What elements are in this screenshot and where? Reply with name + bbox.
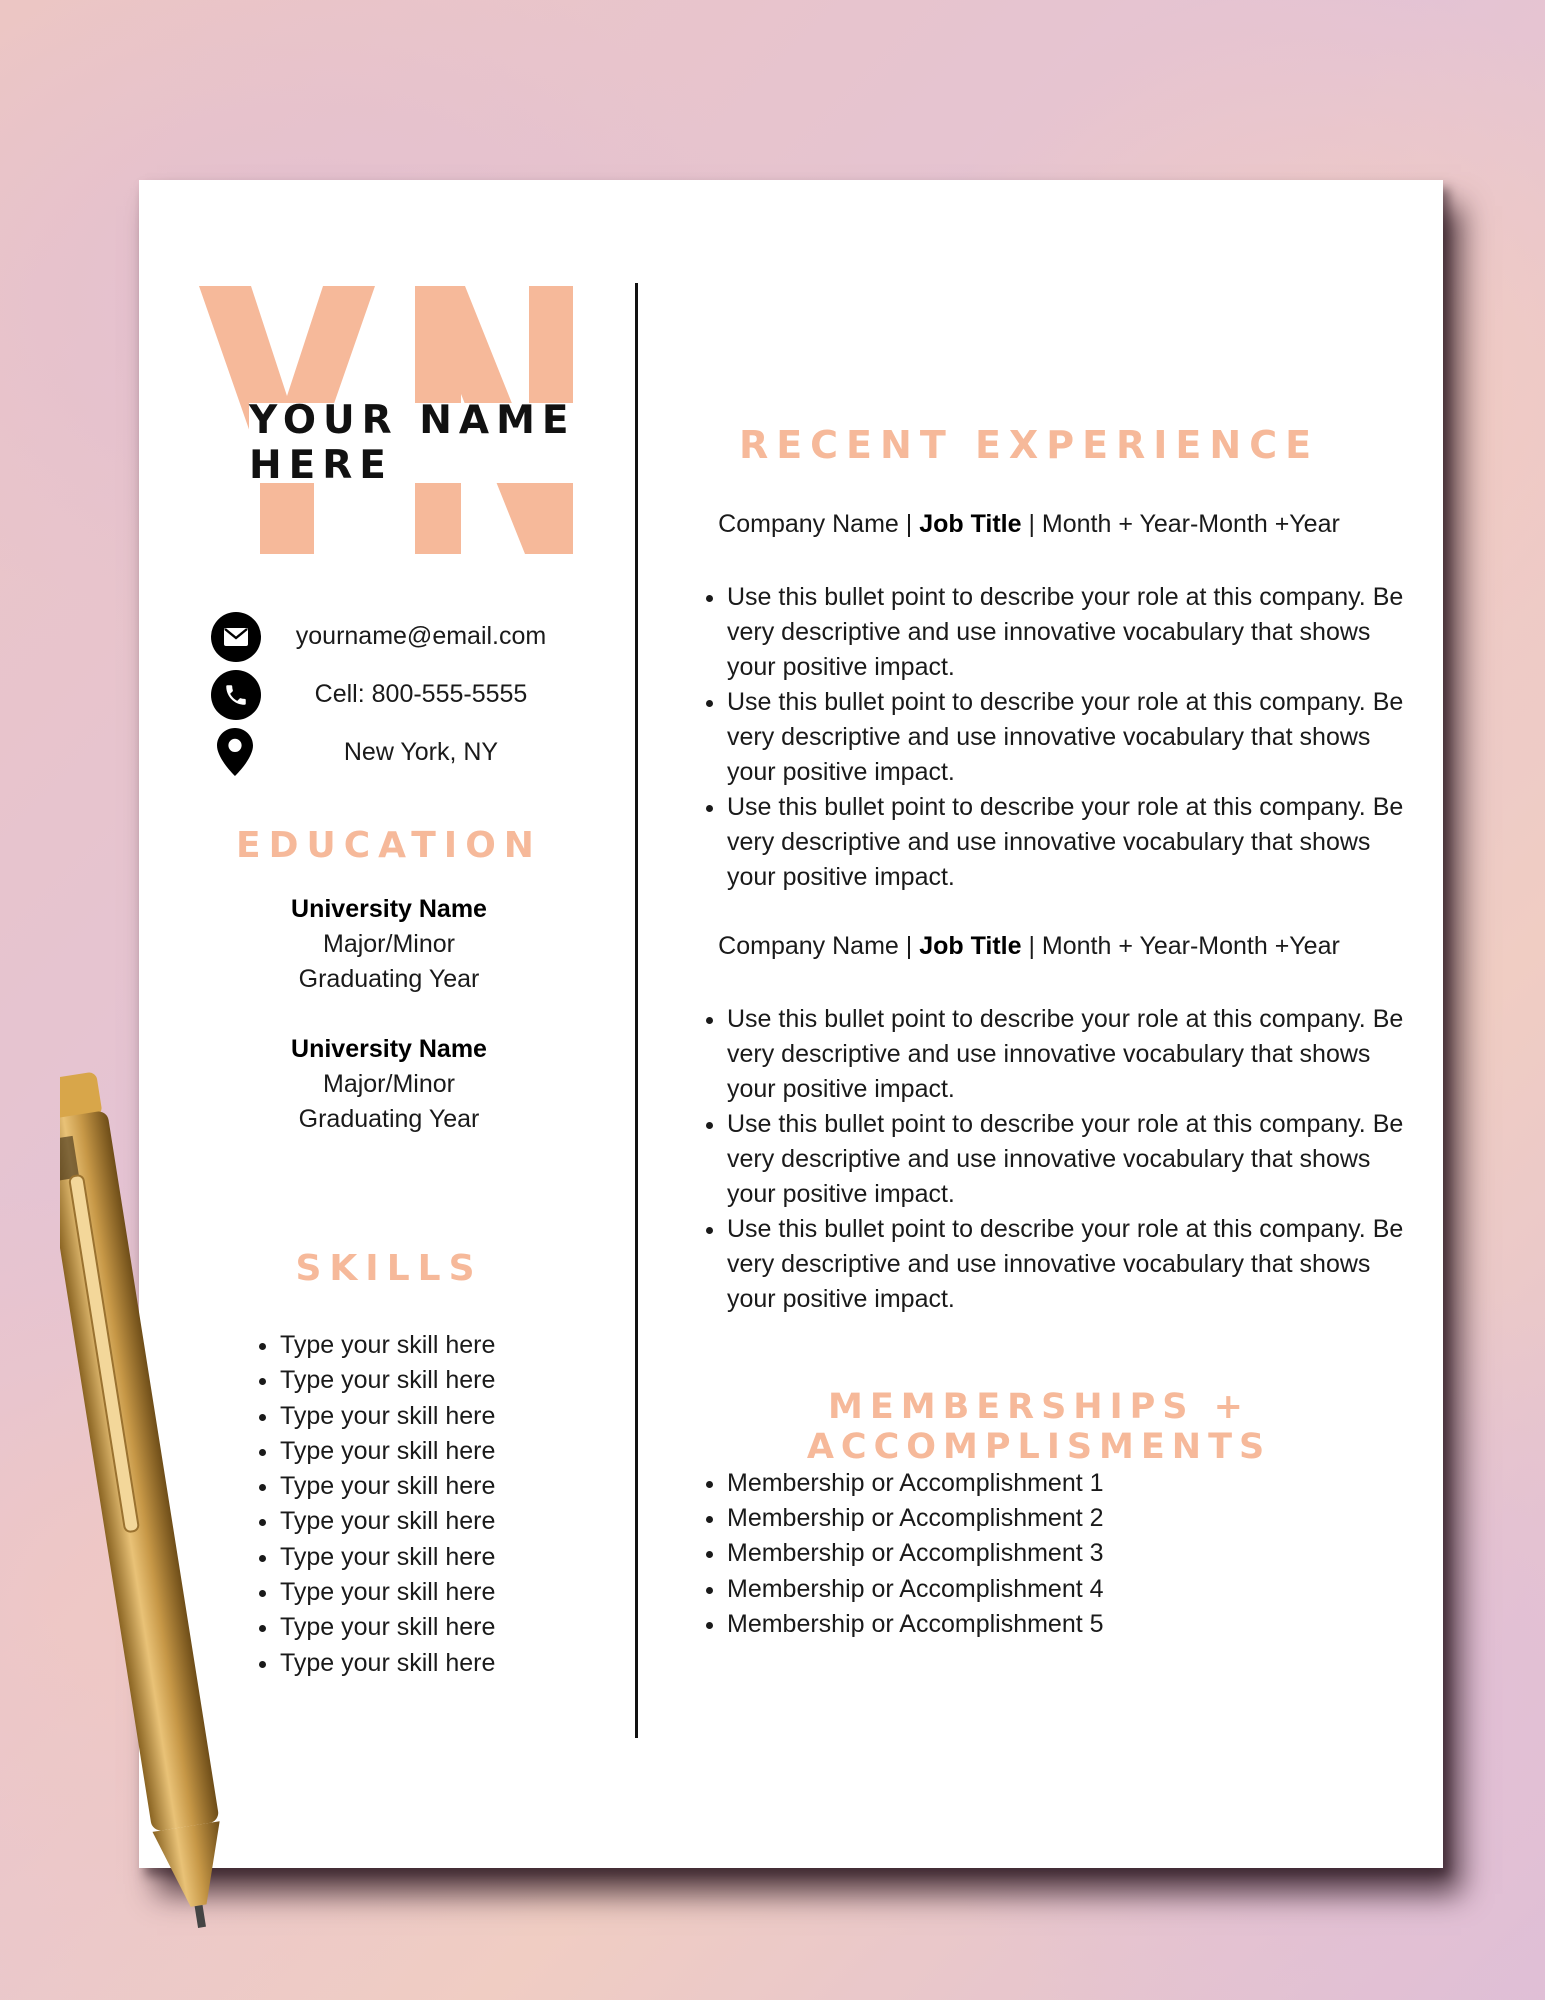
school-name: University Name [291, 1035, 487, 1063]
job-dates: | Month + Year-Month +Year [1021, 510, 1340, 538]
job-title: Job Title [919, 510, 1022, 538]
column-divider [635, 283, 638, 1738]
skill-item: • Type your skill here [280, 1434, 495, 1469]
skill-item: • Type your skill here [280, 1328, 495, 1363]
job-bullets [701, 1002, 1417, 1317]
company-name: Company Name | [718, 932, 920, 960]
skill-item: • Type your skill here [280, 1469, 495, 1504]
phone-icon [211, 670, 261, 720]
graduating-year: Graduating Year [298, 1105, 480, 1133]
skill-item: • Type your skill here [280, 1399, 495, 1434]
job-bullet: • Use this bullet point to describe your role at this company. Be very descriptive and use innovative vocabulary that shows your positive impact. [727, 685, 1417, 790]
email-text: yourname@email.com [295, 622, 547, 650]
job-bullets [701, 580, 1417, 895]
job-header [679, 932, 1379, 961]
skill-item: • Type your skill here [280, 1575, 495, 1610]
phone-text: Cell: 800-555-5555 [314, 680, 528, 708]
school-name: University Name [291, 895, 487, 923]
skills-heading: SKILLS [295, 1248, 483, 1289]
education-heading: EDUCATION [236, 825, 542, 866]
company-name: Company Name | [718, 510, 920, 538]
resume-page [139, 180, 1443, 1868]
job-bullet: • Use this bullet point to describe your role at this company. Be very descriptive and use innovative vocabulary that shows your positive impact. [727, 580, 1417, 685]
job-bullet: • Use this bullet point to describe your role at this company. Be very descriptive and use innovative vocabulary that shows your positive impact. [727, 1002, 1417, 1107]
skill-item: • Type your skill here [280, 1363, 495, 1398]
full-name: YOUR NAME HERE [249, 398, 576, 488]
memberships-list [701, 1466, 1104, 1642]
skills-list [254, 1328, 495, 1681]
membership-item: • Membership or Accomplishment 5 [727, 1607, 1104, 1642]
job-bullet: • Use this bullet point to describe your role at this company. Be very descriptive and use innovative vocabulary that shows your positive impact. [727, 1212, 1417, 1317]
skill-item: • Type your skill here [280, 1504, 495, 1539]
email-icon [211, 612, 261, 662]
memberships-heading: MEMBERSHIPS + ACCOMPLISMENTS [806, 1387, 1272, 1467]
graduating-year: Graduating Year [298, 965, 480, 993]
job-header [679, 510, 1379, 539]
monogram-logo [199, 286, 589, 556]
experience-heading: RECENT EXPERIENCE [738, 423, 1320, 467]
job-dates: | Month + Year-Month +Year [1021, 932, 1340, 960]
major-minor: Major/Minor [323, 1070, 455, 1098]
gold-pen-icon [60, 1065, 280, 1935]
major-minor: Major/Minor [323, 930, 455, 958]
membership-item: • Membership or Accomplishment 1 [727, 1466, 1104, 1501]
skill-item: • Type your skill here [280, 1540, 495, 1575]
location-text: New York, NY [343, 738, 499, 766]
education-entry [239, 1032, 539, 1137]
location-pin-icon [217, 728, 253, 776]
membership-item: • Membership or Accomplishment 3 [727, 1536, 1104, 1571]
contact-location-row [211, 728, 571, 780]
contact-email-row [211, 612, 571, 664]
membership-item: • Membership or Accomplishment 4 [727, 1572, 1104, 1607]
contact-phone-row [211, 670, 571, 722]
skill-item: • Type your skill here [280, 1646, 495, 1681]
job-title: Job Title [919, 932, 1022, 960]
skill-item: • Type your skill here [280, 1610, 495, 1645]
name-band [249, 398, 619, 488]
job-bullet: • Use this bullet point to describe your role at this company. Be very descriptive and use innovative vocabulary that shows your positive impact. [727, 1107, 1417, 1212]
job-bullet: • Use this bullet point to describe your role at this company. Be very descriptive and use innovative vocabulary that shows your positive impact. [727, 790, 1417, 895]
education-entry [239, 892, 539, 997]
membership-item: • Membership or Accomplishment 2 [727, 1501, 1104, 1536]
